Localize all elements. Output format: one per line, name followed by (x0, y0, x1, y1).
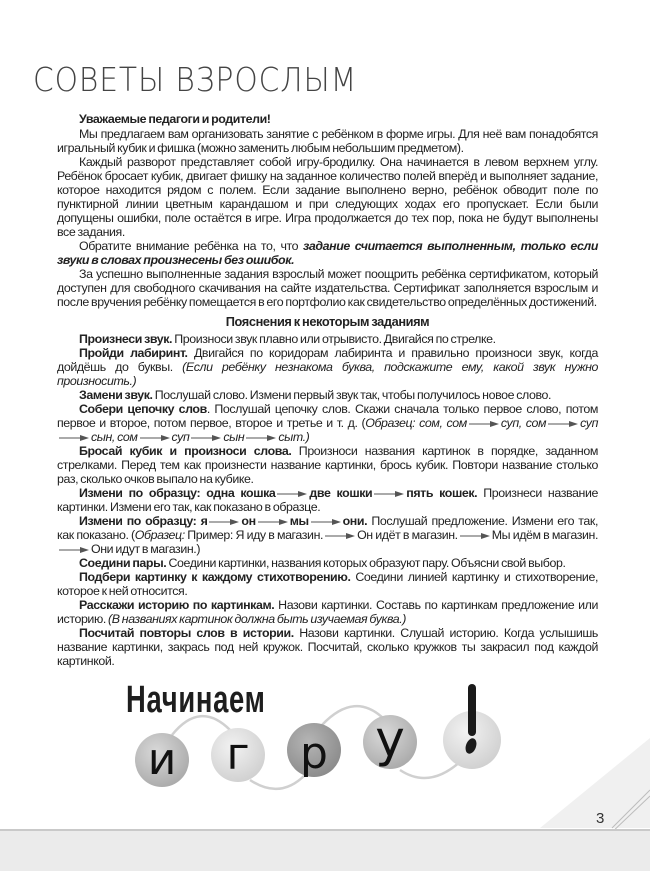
corner-decoration (540, 738, 650, 828)
body-text: Пример: Я иду в магазин. (184, 528, 324, 542)
emphasis-text: Посчитай повторы слов в истории. (79, 626, 294, 640)
emphasis-text: сын, сом (91, 430, 138, 444)
emphasis-text: две кошки (309, 486, 373, 500)
emphasis-text: суп, сом (500, 416, 547, 430)
body-text: . Послушай цепочку слов. Скажи сначала только первое слово, потом первое и второе, потом первое, второе и третье и т. д. ( (57, 402, 598, 430)
page-title: СОВЕТЫ ВЗРОСЛЫМ (33, 60, 358, 99)
body-text: Мы идём в магазин. (491, 528, 598, 542)
body-text: Соедини линией картинку и стихотворение, которое к ней относится. (57, 570, 598, 598)
page-number: 3 (596, 810, 605, 827)
emphasis-text: Собери цепочку слов (79, 402, 207, 416)
emphasis-text: Подбери картинку к каждому стихотворению. (79, 570, 351, 584)
body-text: Произноси звук плавно или отрывисто. Двигайся по стрелке. (172, 332, 496, 346)
body-text: Они идут в магазин.) (91, 542, 201, 556)
bottom-strip (0, 829, 650, 871)
banner-heading: Начинаем (126, 679, 266, 721)
ball-letter: г (226, 729, 250, 780)
body-text: Послушай слово. Измени первый звук так, чтобы получилось новое слово. (152, 388, 552, 402)
emphasis-text: Образец: сом, сом (365, 416, 467, 430)
section-title: Пояснения к некоторым заданиям (225, 314, 430, 329)
emphasis-text: Расскажи историю по картинкам. (79, 598, 275, 612)
emphasis-text: суп (171, 430, 190, 444)
emphasis-text: суп (580, 416, 599, 430)
body-text: Произноси названия картинок в порядке, заданном стрелками. Перед тем как произнести название картинки, брось кубик. Повтори название столько раз, сколько очков выпало на кубике. (57, 444, 598, 486)
body-text: Назови картинки. Слушай историю. Когда услышишь название картинки, закрась под ней кружок. Посчитай, сколько кружков ты закрасил под каждой картинкой. (57, 626, 598, 668)
emphasis-text: они. (342, 514, 368, 528)
emphasis-text: сын (223, 430, 245, 444)
body-text: Он идёт в магазин. (357, 528, 458, 542)
ball-letter: у (375, 710, 405, 768)
emphasis-text: Соедини пары. (79, 556, 167, 570)
body-text: Двигайся по коридорам лабиринта и правильно произноси звук, когда дойдёшь до буквы. (57, 346, 598, 374)
emphasis-text: Бросай кубик и произноси слова. (79, 444, 292, 458)
body-text: Послушай предложение. Измени его так, как показано. ( (57, 514, 598, 542)
emphasis-text: задание считается выполненным, только если звуки в словах произнесены без ошибок. (57, 239, 598, 267)
body-text: Произнеси название картинки. Измени его так, как показано в образце. (57, 486, 598, 514)
emphasis-text: пять кошек. (406, 486, 478, 500)
body-text: За успешно выполненные задания взрослый может поощрить ребёнка сертификатом, который доступен для свободного скачивания на сайте издательства. Сертификат заполняется взрослым и после вручения ребёнку помещается в его портфолио как свидетельство определённых достижений. (57, 267, 598, 309)
emphasis-text: Измени по образцу: одна кошка (79, 486, 276, 500)
ball-letter: р (300, 728, 328, 779)
emphasis-text: Произнеси звук. (79, 332, 173, 346)
emphasis-text: Замени звук. (79, 388, 153, 402)
emphasis-text: мы (289, 514, 309, 528)
emphasis-text: (Если ребёнку незнакома буква, подскажите ему, какой звук нужно произносить.) (57, 360, 598, 388)
body-text: Мы предлагаем вам организовать занятие с ребёнком в форме игры. Для неё вам понадобятся игральный кубик и фишка (можно заменить любым небольшим предметом). (57, 127, 598, 155)
body-text: Каждый разворот представляет собой игру-бродилку. Она начинается в левом верхнем углу. Ребёнок бросает кубик, двигает фишку на заданное количество полей вперёд и выполняет задание, которое находится рядом с полем. Если задание выполнено верно, ребёнок обводит поле по пунктирной линии цветным карандашом и при следующих ходах его пропускает. Если были допущены ошибки, поле остаётся в игре. Игра продолжается до тех пор, пока не будут выполнены все задания. (57, 155, 598, 239)
emphasis-text: Образец: (134, 528, 185, 542)
emphasis-text: Измени по образцу: я (79, 514, 208, 528)
body-text: Обратите внимание ребёнка на то, что (79, 239, 303, 253)
emphasis-text: он (241, 514, 256, 528)
emphasis-text: (В названиях картинок должна быть изучаемая буква.) (108, 612, 407, 626)
emphasis-text: сыт.) (278, 430, 310, 444)
body-text: Назови картинки. Составь по картинкам предложение или историю. (57, 598, 598, 626)
ball-letter: и (147, 734, 177, 785)
body-text: Соедини картинки, названия которых образуют пару. Объясни свой выбор. (166, 556, 566, 570)
emphasis-text: Пройди лабиринт. (79, 346, 188, 360)
greeting: Уважаемые педагоги и родители! (79, 112, 271, 126)
exclamation-bar (468, 684, 476, 736)
